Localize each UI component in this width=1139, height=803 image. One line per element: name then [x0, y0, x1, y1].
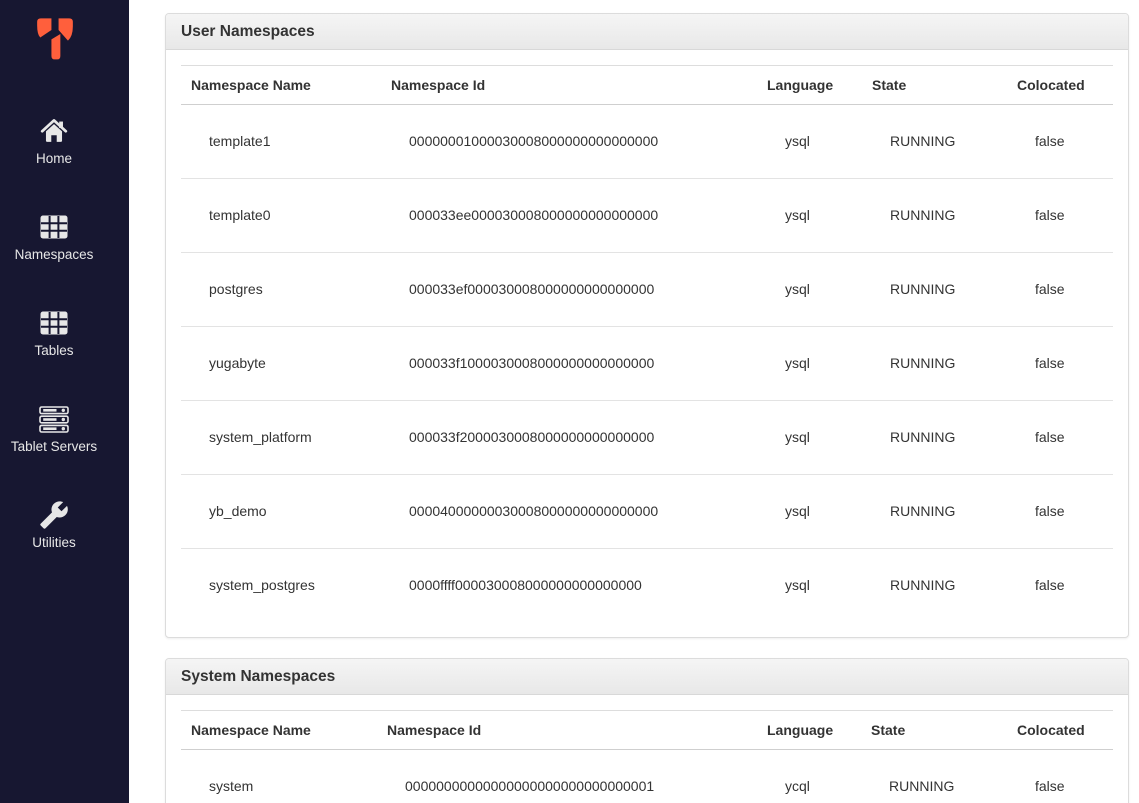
table-body: [181, 750, 1113, 803]
sidebar-item-tables[interactable]: [0, 297, 108, 393]
column-header: Language: [757, 66, 862, 105]
table-cell: 000033ee000030008000000000000000: [381, 179, 757, 253]
table-cell: ysql: [757, 475, 862, 549]
table-cell: postgres: [181, 253, 381, 327]
table-row: [181, 253, 1113, 327]
column-header: Namespace Name: [181, 66, 381, 105]
table-cell: false: [1007, 327, 1113, 401]
column-header: Namespace Name: [181, 711, 377, 750]
table-body: [181, 105, 1113, 623]
column-header: Language: [757, 711, 861, 750]
table-row: [181, 750, 1113, 803]
table-cell: ysql: [757, 179, 862, 253]
table-header-row: [181, 66, 1113, 105]
table-cell: RUNNING: [862, 253, 1007, 327]
column-header: Colocated: [1007, 711, 1113, 750]
table-cell: ysql: [757, 327, 862, 401]
table-cell: ysql: [757, 253, 862, 327]
sidebar-item-label: Home: [35, 151, 72, 166]
table-row: [181, 475, 1113, 549]
table-cell: yb_demo: [181, 475, 381, 549]
wrench-icon: [38, 501, 70, 529]
table-cell: 000033f2000030008000000000000000: [381, 401, 757, 475]
sidebar-item-tablet-servers[interactable]: [0, 393, 108, 489]
table-row: [181, 179, 1113, 253]
table-cell: false: [1007, 549, 1113, 623]
table-grid-icon: [38, 309, 70, 337]
yugabytedb-logo[interactable]: [29, 13, 81, 63]
table-cell: RUNNING: [890, 133, 956, 149]
table-cell: false: [1007, 475, 1113, 549]
sidebar-item-namespaces[interactable]: [0, 201, 108, 297]
table-cell: RUNNING: [862, 549, 1007, 623]
user-namespaces-panel: [165, 13, 1129, 638]
table-header: [181, 711, 1113, 750]
table-cell: ycql: [785, 778, 810, 794]
table-cell: false: [1035, 133, 1065, 149]
table-row: [181, 549, 1113, 623]
table-cell: RUNNING: [862, 401, 1007, 475]
table-cell: system: [209, 778, 254, 794]
table-cell: RUNNING: [862, 327, 1007, 401]
table-row: [181, 401, 1113, 475]
table-cell: ysql: [757, 401, 862, 475]
panel-title: System Namespaces: [166, 659, 1128, 695]
system-namespaces-table: [181, 710, 1113, 803]
column-header: State: [862, 66, 1007, 105]
table-cell: 00000001000030008000000000000000: [409, 133, 659, 149]
table-cell: false: [1007, 253, 1113, 327]
sidebar-item-label: Utilities: [32, 535, 76, 550]
sidebar-item-home[interactable]: [0, 105, 108, 201]
yugabyte-y-icon: [29, 13, 81, 63]
table-cell: false: [1035, 778, 1065, 794]
table-row: [181, 327, 1113, 401]
sidebar-item-label: Namespaces: [14, 247, 94, 262]
table-cell: 000033f1000030008000000000000000: [381, 327, 757, 401]
table-header: [181, 66, 1113, 105]
panel-body: [166, 50, 1128, 637]
column-header: Namespace Id: [381, 66, 757, 105]
panel-title: User Namespaces: [166, 14, 1128, 50]
table-cell: false: [1007, 401, 1113, 475]
table-cell: RUNNING: [862, 179, 1007, 253]
table-header-row: [181, 711, 1113, 750]
table-cell: system_platform: [181, 401, 381, 475]
sidebar-item-utilities[interactable]: [0, 489, 108, 585]
user-namespaces-table: [181, 65, 1113, 622]
sidebar-item-label: Tablet Servers: [10, 439, 98, 454]
table-cell: 000033ef000030008000000000000000: [381, 253, 757, 327]
sidebar-nav: [0, 105, 108, 585]
table-cell: 00004000000030008000000000000000: [381, 475, 757, 549]
main-content: [129, 0, 1139, 803]
column-header: Namespace Id: [377, 711, 757, 750]
system-namespaces-panel: [165, 658, 1129, 803]
table-cell: ysql: [785, 133, 810, 149]
table-cell: system_postgres: [181, 549, 381, 623]
home-icon: [38, 117, 70, 145]
table-cell: 00000000000000000000000000000001: [405, 778, 655, 794]
servers-icon: [38, 405, 70, 433]
sidebar-item-label: Tables: [34, 343, 74, 358]
table-cell: RUNNING: [862, 475, 1007, 549]
table-cell: yugabyte: [181, 327, 381, 401]
column-header: State: [861, 711, 1007, 750]
table-cell: template0: [181, 179, 381, 253]
table-cell: false: [1007, 179, 1113, 253]
table-row: [181, 105, 1113, 179]
table-cell: 0000ffff000030008000000000000000: [381, 549, 757, 623]
table-grid-icon: [38, 213, 70, 241]
column-header: Colocated: [1007, 66, 1113, 105]
table-cell: template1: [209, 133, 271, 149]
sidebar: [0, 0, 129, 803]
table-cell: RUNNING: [889, 778, 955, 794]
table-cell: ysql: [757, 549, 862, 623]
panel-body: [166, 695, 1128, 803]
